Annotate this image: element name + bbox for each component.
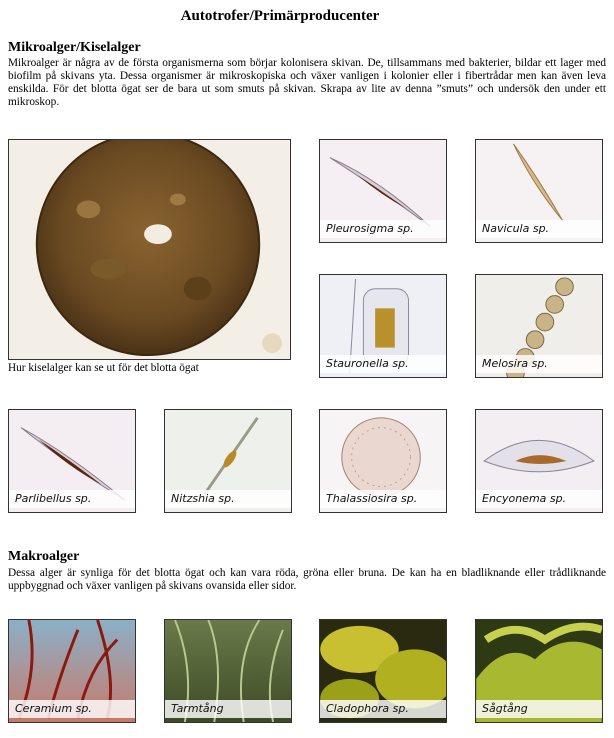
macro-heading: Makroalger <box>8 549 80 564</box>
tile-ceramium <box>8 619 136 723</box>
tile-nitzshia <box>164 409 292 513</box>
tile-label: Parlibellus sp. <box>9 490 135 508</box>
tile-thalassiosira <box>319 409 447 513</box>
tile-label: Ceramium sp. <box>9 700 135 718</box>
tile-label: Navicula sp. <box>476 220 602 238</box>
macro-description: Dessa alger är synliga för det blotta ögat och kan vara röda, gröna eller bruna. De kan ha en bladliknande eller trådliknande uppbyggnad och växer vanligen på skivans ovansida eller sidor. <box>8 567 606 592</box>
disc-caption: Hur kiselalger kan se ut för det blotta ögat <box>8 362 199 374</box>
tile-cladophora <box>319 619 447 723</box>
tile-label: Thalassiosira sp. <box>320 490 446 508</box>
micro-description: Mikroalger är några av de första organismerna som börjar kolonisera skivan. De, tillsammans med bakterier, bildar ett lager med biofilm på skivans yta. Dessa organismer är mikroskopiska och växer vanligen i kolonier eller i fibertrådar men kan även leva enskilda. För det blotta ögat ser de bara ut som smuts på skivan. Skrapa av lite av denna ”smuts” och undersök den under ett mikroskop. <box>8 57 606 108</box>
micro-heading: Mikroalger/Kiselalger <box>8 40 141 55</box>
tile-label: Nitzshia sp. <box>165 490 291 508</box>
tile-parlibellus <box>8 409 136 513</box>
tile-melosira <box>475 274 603 378</box>
tile-tarmtang <box>164 619 292 723</box>
tile-label: Cladophora sp. <box>320 700 446 718</box>
tile-label: Melosira sp. <box>476 355 602 373</box>
biofilm-disc-photo <box>8 139 291 360</box>
tile-label: Sågtång <box>476 700 602 718</box>
tile-label: Encyonema sp. <box>476 490 602 508</box>
tile-encyonema <box>475 409 603 513</box>
tile-navicula <box>475 139 603 243</box>
tile-label: Stauronella sp. <box>320 355 446 373</box>
tile-stauronella <box>319 274 447 378</box>
page-title: Autotrofer/Primärproducenter <box>180 8 380 24</box>
tile-pleurosigma <box>319 139 447 243</box>
tile-sagtang <box>475 619 603 723</box>
tile-label: Tarmtång <box>165 700 291 718</box>
tile-label: Pleurosigma sp. <box>320 220 446 238</box>
